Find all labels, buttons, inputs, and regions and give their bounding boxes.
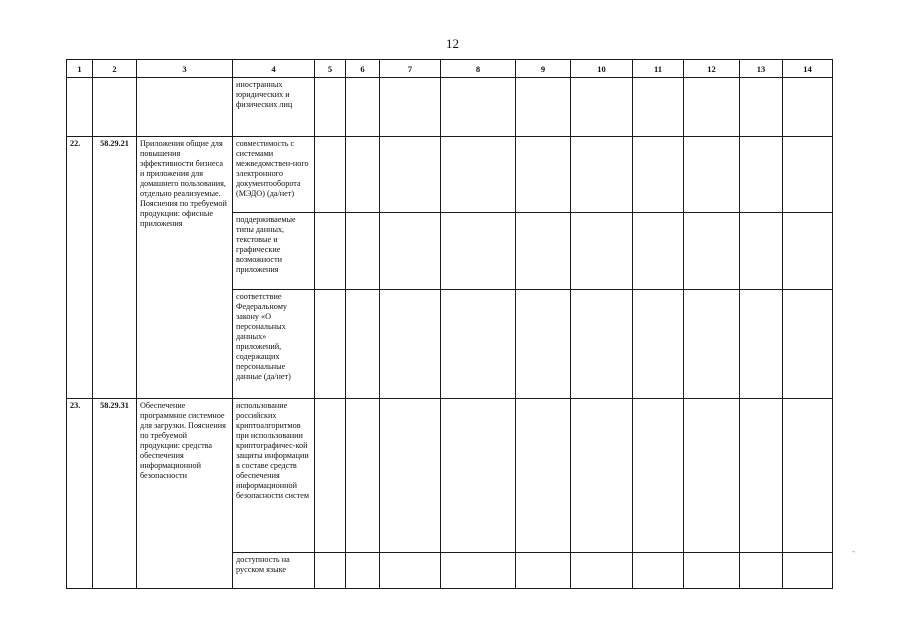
column-header: 5 xyxy=(315,60,346,78)
column-header: 10 xyxy=(571,60,633,78)
column-header: 1 xyxy=(67,60,93,78)
column-header: 14 xyxy=(783,60,833,78)
column-header: 11 xyxy=(633,60,684,78)
property-cell: соответствие Федеральному закону «О персональных данных» приложений, содержащих персональные данные (да/нет) xyxy=(233,290,315,399)
column-header: 13 xyxy=(740,60,783,78)
property-cell: иностранных юридических и физических лиц xyxy=(233,78,315,137)
okpd-code: 58.29.21 xyxy=(93,137,137,399)
product-name: Обеспечение программное системное для загрузки. Пояснения по требуемой продукции: средства обеспечения информационной безопасности xyxy=(137,399,233,589)
column-header: 3 xyxy=(137,60,233,78)
page-number: 12 xyxy=(446,36,459,51)
header-row xyxy=(67,60,833,78)
column-header: 12 xyxy=(684,60,740,78)
property-cell: доступность на русском языке xyxy=(233,553,315,589)
product-name: Приложения общие для повышения эффективности бизнеса и приложения для домашнего пользования, отдельно реализуемые. Пояснения по требуемой продукции: офисные приложения xyxy=(137,137,233,399)
column-header: 4 xyxy=(233,60,315,78)
column-header: 9 xyxy=(516,60,571,78)
requirements-table xyxy=(66,59,833,589)
margin-mark: - xyxy=(852,546,855,556)
column-header: 2 xyxy=(93,60,137,78)
okpd-code: 58.29.31 xyxy=(93,399,137,589)
row-number: 22. xyxy=(67,137,93,399)
column-header: 7 xyxy=(380,60,441,78)
property-cell: использование российских криптоалгоритмов при использовании криптографичес-кой защиты информации в составе средств обеспечения информационной безопасности систем xyxy=(233,399,315,553)
table-row xyxy=(67,137,833,213)
column-header: 6 xyxy=(346,60,380,78)
property-cell: совместимость с системами межведомствен-ного электронного документооборота (МЭДО) (да/нет) xyxy=(233,137,315,213)
row-number: 23. xyxy=(67,399,93,589)
table-row xyxy=(67,78,833,137)
table-row xyxy=(67,399,833,553)
property-cell: поддерживаемые типы данных, текстовые и графические возможности приложения xyxy=(233,213,315,290)
column-header: 8 xyxy=(441,60,516,78)
